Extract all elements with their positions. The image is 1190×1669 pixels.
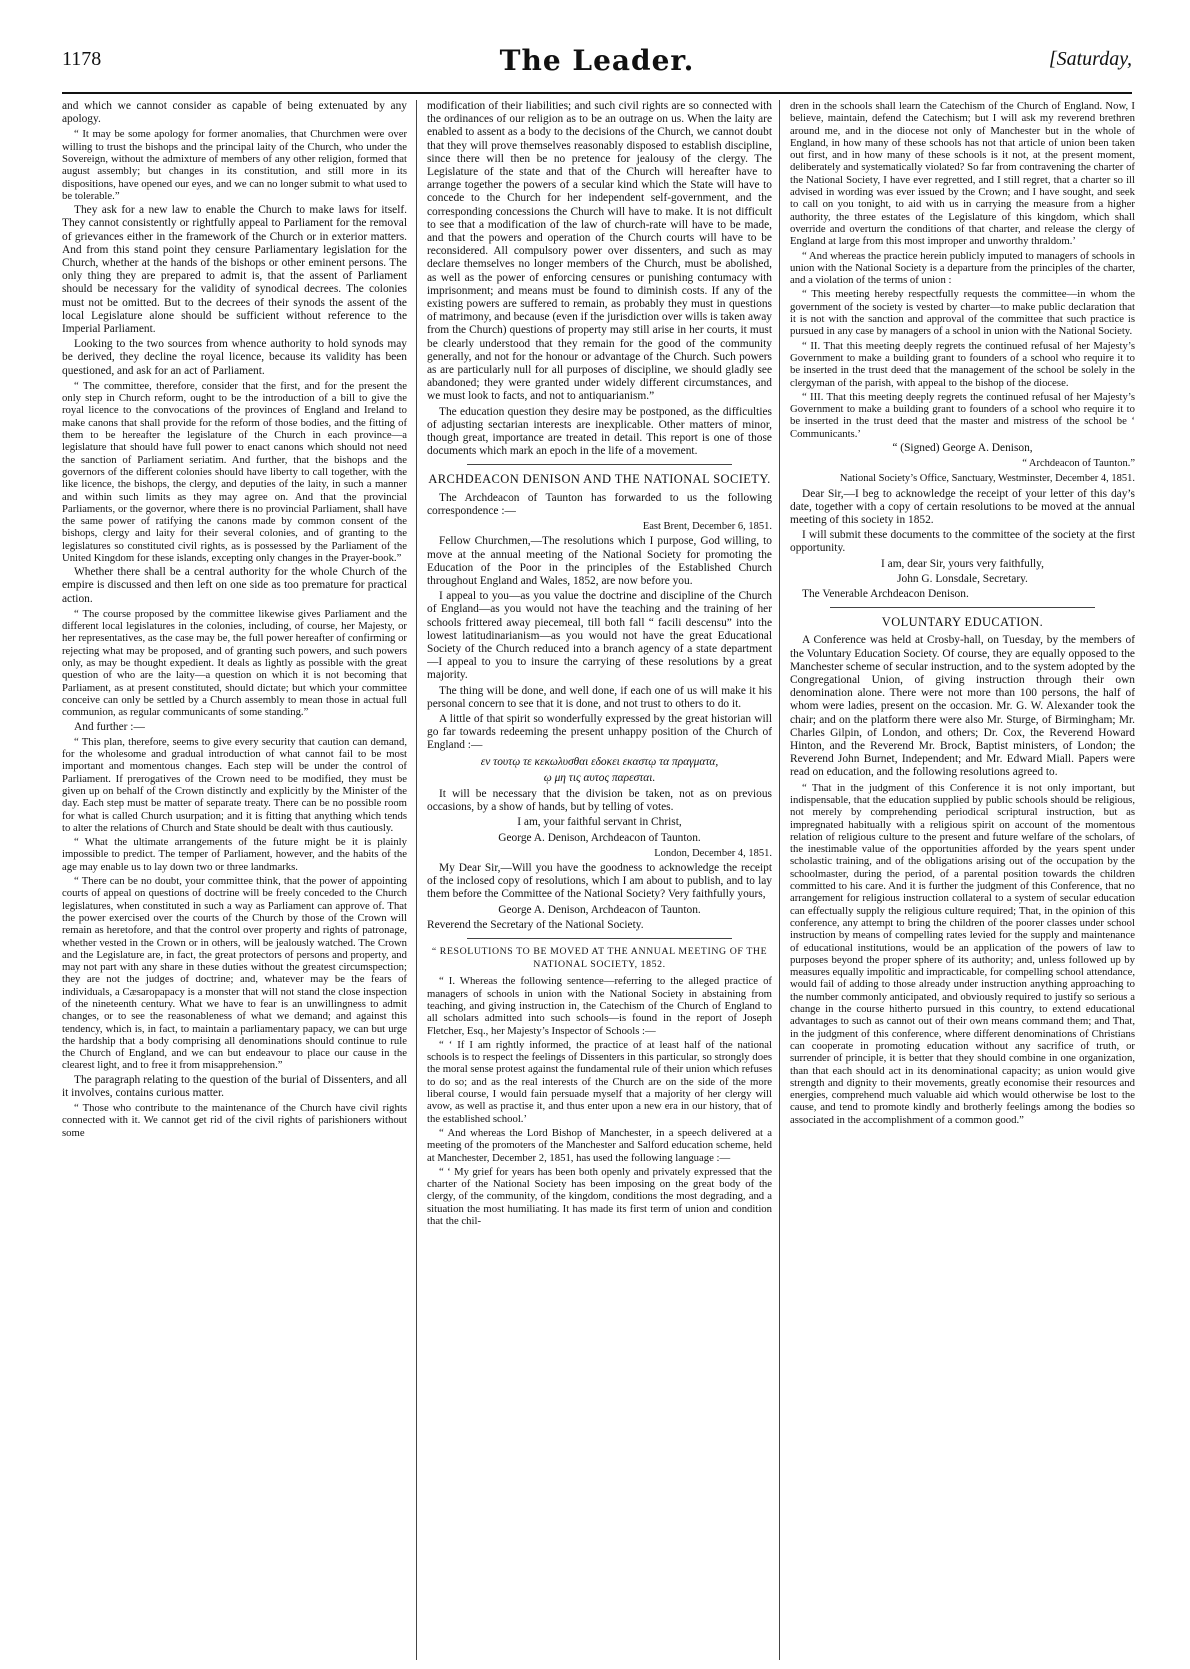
column-2 <box>427 100 772 1660</box>
article-heading: VOLUNTARY EDUCATION. <box>881 615 1044 630</box>
paragraph: The thing will be done, and well done, if each one of us will make it his personal concern to see that it is done, and not trust to others to do it. <box>427 684 772 710</box>
quoted-paragraph: “ III. That this meeting deeply regrets the continued refusal of her Majesty’s Government to make a building grant to founders of a school who require it to be inserted in the trust deed that the master and mistress of the school be ‘ Communicants.’ <box>790 390 1135 440</box>
article-heading: ARCHDEACON DENISON AND THE NATIONAL SOCIETY. <box>428 472 771 487</box>
masthead <box>62 44 1132 84</box>
paragraph: My Dear Sir,—Will you have the goodness to acknowledge the receipt of the inclosed copy of resolutions, which I am about to publish, and to lay them before the Committee of the National Society? Very faithfully yours, <box>427 861 772 901</box>
issue-day: [Saturday, <box>1048 48 1132 70</box>
quoted-paragraph: “ I. Whereas the following sentence—referring to the alleged practice of managers of schools in union with the National Society in abstaining from teaching, and giving instruction in, the Catechism of the Church of England to all scholars admitted into such schools—is found in the report of Joseph Fletcher, Esq., her Majesty’s Inspector of Schools :— <box>427 975 772 1037</box>
quoted-paragraph: “ II. That this meeting deeply regrets the continued refusal of her Majesty’s Government to make a building grant to founders of a school who require it to be inserted in the trust deed that the management of the school be solely in the clergyman of the parish, with appeal to the bishop of the diocese. <box>790 339 1135 389</box>
letter-date: East Brent, December 6, 1851. <box>642 521 772 533</box>
quoted-paragraph: dren in the schools shall learn the Catechism of the Church of England. Now, I believe, maintain, defend the Catechism; but I will ask my reverend brethren around me, and in the diocese not only of Manchester but in the whole of England, in how many of these schools has not that article of union been taken out first, and in how many of these schools is it not, at the present moment, deliberately and systematically violated? So far from contravening the charter of the National Society, I have ever regretted, and I still regret, that a charter so ill advised in wording was ever issued by the Crown; and I have sought, and seek to call on you tonight, to aid with us in carrying the measure from a higher authority, the three estates of the Legislature of this kingdom, which shall override and overturn the conditions of that charter, and release the clergy of England at large from this most improper and unworthy thraldom.’ <box>790 100 1135 248</box>
signature-line: “ (Signed) George A. Denison, <box>892 442 1033 455</box>
letter-date: National Society’s Office, Sanctuary, Westminster, December 4, 1851. <box>839 473 1135 485</box>
quoted-paragraph: “ This plan, therefore, seems to give every security that caution can demand, for the wholesome and gradual introduction of what cannot fail to be most important and momentous changes. Each step will be under the control of Parliament. If prerogatives of the Crown need to be modified, they must be given up on behalf of the Crown distinctly and explicitly by the Minister of the day. Each step must be matter of separate treaty. There can be no possible room for what is called Church usurpation; and it is fitting that anything which tends to alter the relations of Church and State should be dealt with thus cautiously. <box>62 735 407 834</box>
quoted-paragraph: “ The course proposed by the committee likewise gives Parliament and the different local legislatures in the colonies, including, of course, her Majesty, or her representatives, as the case may be, the full power hereafter of confirming or rejecting what may be proposed, and of granting such powers, and such powers only, as may be thought expedient. It deals as lightly as possible with the great question of who are the laity—a question on which it is not becoming that Parliament, as at present constituted, should dictate; but which your committee conceive can only be settled by a Church assembly to mean those in actual full communion, as regular communicants of some standing.” <box>62 607 407 719</box>
section-divider <box>467 938 732 939</box>
newspaper-title: The Leader. <box>499 44 695 77</box>
quoted-paragraph: “ Those who contribute to the maintenance of the Church have civil rights connected with it. We cannot get rid of the civil rights of parishioners without some <box>62 1102 407 1139</box>
paragraph: I appeal to you—as you value the doctrine and discipline of the Church of England—as you would not have the teaching and the training of her schools frittered away piecemeal, till both fall “ facili descensu” into the lowest latitudinarianism—as you would not have the great Educational Society of the Church reduced into a branch agency of a state department—I appeal to you to insure the carrying of these resolutions by a great majority. <box>427 590 772 682</box>
column-divider <box>779 100 780 1660</box>
paragraph: A Conference was held at Crosby-hall, on Tuesday, by the members of the Voluntary Education Society. Of course, they are equally opposed to the Manchester scheme of secular instruction, and to the system adopted by the Congregational Union, of giving instruction through their own denomination alone. There were not more than 100 persons, the half of whom were ladies, present on the occasion. Mr. G. W. Alexander took the chair; and on the platform there were also Mr. Sturge, of Birmingham; Mr. Charles Gilpin, of London, and others; Dr. Cox, the Reverend Howard Hinton, and the Reverend Mr. Brock, Baptist ministers, of London; the Reverend John Burnet, Independent; and Mr. Edward Miall. Papers were read on education, and the following resolutions agreed to. <box>790 634 1135 779</box>
masthead-rule <box>62 92 1132 94</box>
paragraph: Whether there shall be a central authority for the whole Church of the empire is discussed and then left on one side as too premature for practical action. <box>62 566 407 605</box>
quoted-paragraph: “ There can be no doubt, your committee think, that the power of appointing courts of appeal on questions of doctrine will be freely conceded to the Church legislatures, when constituted in such a way as Parliament can approve of. That the power exercised over the courts of the Church by those of the Crown will remain as heretofore, and that the control over property and rights of patronage, whether vested in the Crown or in others, will be jealously watched. The Crown and the Legislature are, in fact, the great protectors of persons and property, and may not part with any share in these duties without the greatest circumspection; they are not the judges of doctrine; and, whatever may be the fears of individuals, a Cæsaropapacy is a monster that will not stand the close inspection of the nineteenth century. What we have to fear is an unwillingness to admit changes, or to see the reasonableness of what we demand; and against this tendency, which is, in fact, to maintain a parliamentary papacy, we can but urge the hardship that a body comprising all denominations should continue to rule the Church of England, and we can but endeavour to place our cause in the clearest light, and to free it from misapprehension.” <box>62 875 407 1072</box>
quoted-paragraph: “ What the ultimate arrangements of the future might be it is plainly impossible to predict. The temper of Parliament, however, and the habits of the age may enable us to lay down two or three landmarks. <box>62 836 407 873</box>
paragraph: Looking to the two sources from whence authority to hold synods may be derived, they decline the royal licence, because its validity has been questioned, and ask for an act of Parliament. <box>62 338 407 377</box>
quoted-paragraph: “ This meeting hereby respectfully requests the committee—in whom the government of the society is vested by charter—to make public declaration that it is not with the sanction and approval of the committee that such practice is pursued in any case by managers of a school in union with the National Society. <box>790 288 1135 338</box>
signature-line: George A. Denison, Archdeacon of Taunton. <box>498 831 701 844</box>
signature-line: John G. Lonsdale, Secretary. <box>897 572 1028 585</box>
quoted-paragraph: “ The committee, therefore, consider that the first, and for the present the only step in Church reform, ought to be the introduction of a bill to give the royal licence to the convocations of the provinces of England and Ireland to make canons that shall provide for the reform of those bodies, and the fitting of them to be hereafter the legislature of the Church in each province—a legislature that should have full power to enact canons which should not need the sanction of Parliament seriatim. And further, that the bishops and the governors of the different colonies should have liberty to call together, with the like licence, the bishops, the clergy, and deputies of the laity, in such a manner and within such limits as they may agree on. And that the provincial Parliaments, or the governor, where there is no provincial Parliament, shall have the same power of ratifying the canons made by common consent of the bishops, clergy and laity for their several colonies, and of granting to the legislatures so constituted civil rights, as is possessed by the Parliament of the United Kingdom for these islands, excepting only changes in the Prayer-book.” <box>62 379 407 564</box>
section-divider <box>467 464 732 465</box>
column-1 <box>62 100 407 1660</box>
letter-date: London, December 4, 1851. <box>654 847 772 859</box>
page-number: 1178 <box>62 48 102 70</box>
paragraph: They ask for a new law to enable the Church to make laws for itself. They cannot consistently or rightfully appeal to Parliament for the removal of grievances either in the framework of the Church or in exterior matters. And from this stand point they censure Parliamentary legislation for the Church, whether at the hands of the bishops or other eminent persons. The only thing they are prepared to admit is, that the assent of Parliament should be necessary for the validity of synodical decrees. The colonies must not be omitted. But to the decrees of their synods the assent of the local Legislature alone should be sufficient without reference to the Imperial Parliament. <box>62 204 407 336</box>
paragraph: modification of their liabilities; and such civil rights are so connected with the ordinances of our religion as to be an outrage on us. When the laity are enabled to assent as a body to the decisions of the Church, we cannot doubt that they will prove themselves reasonably disposed to establish discipline, since there will then be no pretence for jealousy of the clergy. The Legislature of the state and that of the Church will hereafter have to arrange together the powers of a secular kind which the State will have to concede to the Church for her independent self-government, and the corresponding concessions the Church will have to make. It is not difficult to see that a modification of the law of church-rate will have to be made, and that the powers and operation of the Church courts will have to be reconsidered. All compulsory power over dissenters, and such as may declare themselves no longer members of the Church, must be abolished, as well as the power of enforcing censures or punishing contumacy with imprisonment; and means must be found to diminish costs. If any of the existing powers are suffered to remain, as probably they must in questions of matrimony, and because (even if the jurisdiction over wills is taken away from the Church) questions of property may still arise in her courts, it must be clearly understood that they remain for the good of the community generally, and not for the honour or advantage of the Church. Such powers as are particularly null for all purposes of discipline, we should gladly see abandoned; they were granted under widely different circumstances, and we must look to facts, and not to antiquarianism.” <box>427 100 772 403</box>
column-3 <box>790 100 1135 1660</box>
section-divider <box>830 607 1095 608</box>
paragraph: I will submit these documents to the committee of the society at the first opportunity. <box>790 529 1135 555</box>
greek-quotation: εν τουτῳ τε κεκωλυσθαι εδοκει εκαστῳ τα πραγματα, <box>480 755 719 768</box>
paragraph: Dear Sir,—I beg to acknowledge the receipt of your letter of this day’s date, together with a copy of certain resolutions to be moved at the annual meeting of this society in 1852. <box>790 487 1135 527</box>
quoted-paragraph: “ ‘ If I am rightly informed, the practice of at least half of the national schools is to respect the feelings of Dissenters in this particular, so strongly does the moral sense protest against the fundamental rule of their union which refuses to do so; and as the real interests of the Church are on the side of the more liberal course, I would fain persuade myself that a majority of her clergy will avow, as well as practise it, and thus enter upon a new era in our history, that of the established school.’ <box>427 1038 772 1125</box>
column-divider <box>416 100 417 1660</box>
paragraph: and which we cannot consider as capable of being extenuated by any apology. <box>62 100 407 126</box>
signature-line: The Venerable Archdeacon Denison. <box>802 588 969 601</box>
paragraph: The paragraph relating to the question of the burial of Dissenters, and all it involves, contains curious matter. <box>62 1073 407 1099</box>
signature-line: I am, dear Sir, yours very faithfully, <box>881 557 1044 570</box>
quoted-paragraph: “ It may be some apology for former anomalies, that Churchmen were over willing to trust the bishops and the principal laity of the Church, who under the Sovereign, without the admixture of members of any other religion, formed that august assembly; but changes in its constitution, and still more in its dispositions, have opened our eyes, and we can no longer submit to what used to be tolerable.” <box>62 128 407 202</box>
quoted-paragraph: “ That in the judgment of this Conference it is not only important, but indispensable, that the education supplied by public schools should be religious, not merely by comprehending periodical scriptural instruction, but as impregnated habitually with a religious spirit on account of the momentous relation of religious culture to the present and future welfare of the scholars, of the inestimable value of the opportunities afforded by the years spent under scholastic training, and of the obligations arising out of the occupation by the schoolmaster, during the period, of a parental position towards the children committed to his care. And it is further the judgment of this Conference, that no arrangement for religious instruction collateral to a system of secular education can effectually supply the religious culture required; That, in the opinion of this conference, any attempt to bring the children of the poorer classes under school instruction by means of compelling rates levied for the supply and maintenance of educational institutions, would be an application of the powers of law to purposes beyond the proper sphere of its authority; and, unless followed up by measures equally impolitic and impracticable, for compelling school attendance, would fail of adding to those already under instruction anything approaching to the number commonly anticipated, and obviously required to justify so serious a change in the course hitherto pursued in this country, to extend educational advantages to such as cannot out of their own means command them; and That, in the judgment of this conference, where different denominations of Christians can cooperate in promoting education without any sacrifice of truth, or surrender of principle, it is better that they should combine in one organization, than that each should act in its denominational capacity; as union would give strength and dignity to their movements, greatly economise their resources and energies, comprehend much valuable aid which would otherwise be lost to the cause, and tend to promote kindly and brotherly feelings among the bodies so associated in the accomplishment of a common good.” <box>790 781 1135 1126</box>
quoted-paragraph: “ ‘ My grief for years has been both openly and privately expressed that the charter of the National Society has been imposing on the great body of the clergy, of the community, of the kingdom, conditions the most degrading, and a situation the most humiliating. It has made its first term of union and condition that the chil- <box>427 1165 772 1228</box>
quoted-paragraph: “ And whereas the Lord Bishop of Manchester, in a speech delivered at a meeting of the promoters of the Manchester and Salford education scheme, held at Manchester, December 2, 1851, has used the following language :— <box>427 1126 772 1164</box>
signature-line: Reverend the Secretary of the National Society. <box>427 918 644 931</box>
paragraph: The Archdeacon of Taunton has forwarded to us the following correspondence :— <box>427 491 772 517</box>
signature-line: I am, your faithful servant in Christ, <box>517 816 682 829</box>
paragraph: It will be necessary that the division be taken, not as on previous occasions, by a show of hands, but by telling of votes. <box>427 787 772 814</box>
paragraph: The education question they desire may be postponed, as the difficulties of adjusting sectarian interests are inexplicable. Other matters of minor, though great, importance are treated in detail. This report is one of those documents which mark an epoch in the life of a movement. <box>427 405 772 458</box>
resolutions-heading: “ RESOLUTIONS TO BE MOVED AT THE ANNUAL MEETING OF THE NATIONAL SOCIETY, 1852. <box>431 945 768 971</box>
quoted-paragraph: “ And whereas the practice herein publicly imputed to managers of schools in union with the National Society is a departure from the principles of the charter, and a violation of the terms of union : <box>790 249 1135 287</box>
paragraph: A little of that spirit so wonderfully expressed by the great historian will go far towards redeeming the present unhappy position of the Church of England :— <box>427 712 772 752</box>
greek-quotation: ῳ μη τις αυτος παρεσται. <box>543 771 656 784</box>
signature-line: George A. Denison, Archdeacon of Taunton. <box>498 903 701 916</box>
signature-line: “ Archdeacon of Taunton.” <box>1022 458 1135 470</box>
paragraph: And further :— <box>74 720 145 733</box>
paragraph: Fellow Churchmen,—The resolutions which I purpose, God willing, to move at the annual meeting of the National Society for promoting the Education of the Poor in the principles of the Established Church throughout England and Wales, 1852, are now before you. <box>427 535 772 587</box>
